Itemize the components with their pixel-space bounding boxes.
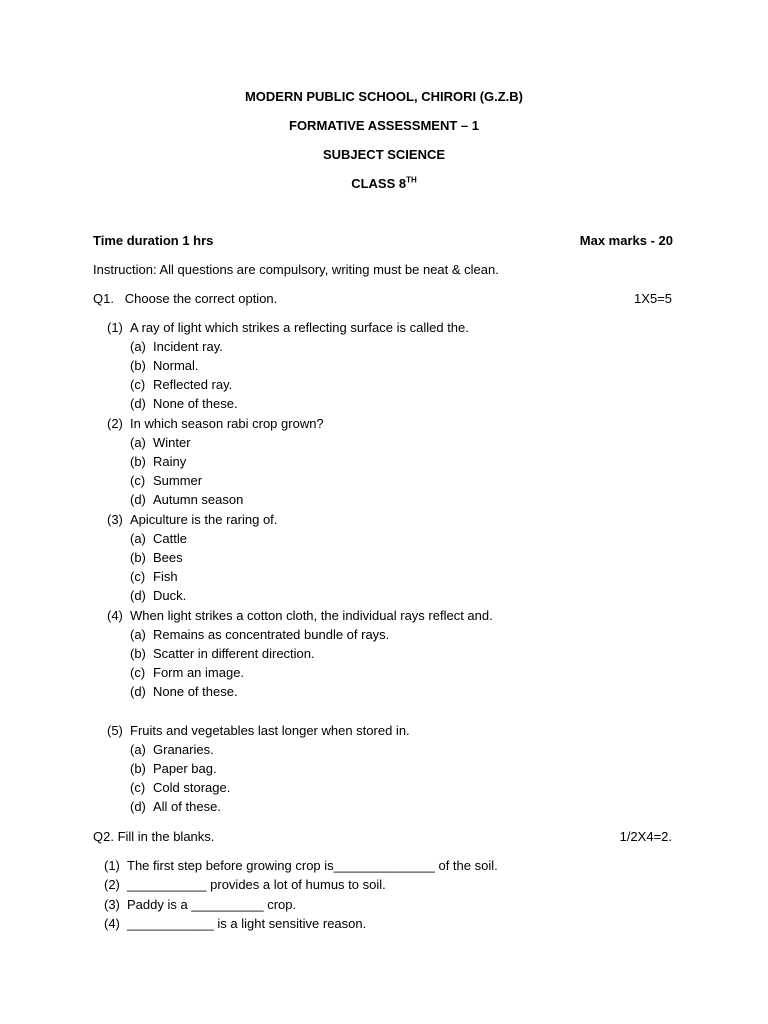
subject-text: SUBJECT SCIENCE [322, 147, 446, 162]
q1-1-option-d [130, 396, 238, 412]
q1-item-num: (5) [107, 723, 123, 738]
instruction: Instruction: All questions are compulsory, writing must be neat & clean. [93, 262, 499, 277]
q2-item-num: (1) [104, 858, 120, 873]
assessment-title: FORMATIVE ASSESSMENT – 1 [289, 118, 479, 133]
q2-item-text: Paddy is a __________ crop. [127, 897, 297, 912]
q2-title: Q2. Fill in the blanks. [93, 829, 215, 844]
option-label: (d) [130, 799, 146, 814]
option-label: (a) [130, 339, 146, 354]
q1-item-4 [107, 608, 493, 624]
option-text: Bees [153, 550, 183, 565]
option-label: (a) [130, 742, 146, 757]
school-name: MODERN PUBLIC SCHOOL, CHIRORI (G.Z.B) [244, 89, 524, 104]
q1-1-option-a [130, 339, 223, 355]
option-text: Reflected ray. [153, 377, 233, 392]
q1-5-option-d [130, 799, 221, 815]
option-label: (b) [130, 550, 146, 565]
option-text: Duck. [153, 588, 187, 603]
option-label: (d) [130, 492, 146, 507]
q1-4-option-a [130, 627, 389, 643]
q1-2-option-a [130, 435, 191, 451]
option-text: Normal. [153, 358, 199, 373]
q1-5-option-c [130, 780, 230, 796]
q1-title: Q1. Choose the correct option. [93, 291, 278, 306]
q1-4-option-d [130, 684, 238, 700]
q1-4-option-c [130, 665, 244, 681]
q2-item-num: (3) [104, 897, 120, 912]
q2-marks: 1/2X4=2. [619, 829, 672, 844]
q2-item-num: (4) [104, 916, 120, 931]
option-text: Cattle [153, 531, 187, 546]
q1-item-text: Fruits and vegetables last longer when stored in. [130, 723, 410, 738]
option-text: Remains as concentrated bundle of rays. [153, 627, 390, 642]
q1-item-5 [107, 723, 410, 739]
option-label: (a) [130, 627, 146, 642]
option-text: Rainy [153, 454, 187, 469]
q1-4-option-b [130, 646, 315, 662]
option-text: Form an image. [153, 665, 245, 680]
q2-item-4 [104, 916, 366, 932]
q1-3-option-d [130, 588, 186, 604]
class-title [0, 176, 768, 192]
q2-item-text: The first step before growing crop is______________ of the soil. [127, 858, 498, 873]
q1-2-option-c [130, 473, 202, 489]
q2-item-num: (2) [104, 877, 120, 892]
option-label: (c) [130, 569, 146, 584]
q1-item-text: When light strikes a cotton cloth, the individual rays reflect and. [130, 608, 493, 623]
q1-item-2 [107, 416, 324, 432]
q2-item-text: ____________ is a light sensitive reason. [127, 916, 367, 931]
q1-item-num: (3) [107, 512, 123, 527]
option-label: (c) [130, 780, 146, 795]
q1-1-option-c [130, 377, 232, 393]
class-superscript: TH [406, 175, 417, 185]
option-text: None of these. [153, 684, 238, 699]
q1-3-option-b [130, 550, 183, 566]
subject-title [0, 147, 768, 163]
q1-item-num: (4) [107, 608, 123, 623]
option-text: Scatter in different direction. [153, 646, 315, 661]
q2-item-1 [104, 858, 498, 874]
q1-marks: 1X5=5 [634, 291, 672, 306]
time-duration: Time duration 1 hrs [93, 233, 214, 248]
q2-item-3 [104, 897, 296, 913]
option-text: None of these. [153, 396, 238, 411]
q1-3-option-c [130, 569, 178, 585]
option-label: (d) [130, 588, 146, 603]
q1-item-1 [107, 320, 469, 336]
option-label: (b) [130, 358, 146, 373]
option-label: (c) [130, 377, 146, 392]
class-text: CLASS 8 [351, 176, 407, 191]
q1-2-option-b [130, 454, 186, 470]
option-label: (b) [130, 646, 146, 661]
q2-item-text: ___________ provides a lot of humus to soil. [127, 877, 386, 892]
q1-3-option-a [130, 531, 187, 547]
option-text: Cold storage. [153, 780, 231, 795]
option-text: Paper bag. [153, 761, 217, 776]
option-text: Summer [153, 473, 203, 488]
q1-5-option-a [130, 742, 214, 758]
option-text: Fish [153, 569, 178, 584]
option-label: (a) [130, 435, 146, 450]
option-label: (b) [130, 454, 146, 469]
option-text: Incident ray. [153, 339, 223, 354]
max-marks: Max marks - 20 [579, 233, 673, 248]
q1-item-3 [107, 512, 277, 528]
option-label: (d) [130, 396, 146, 411]
q1-item-num: (1) [107, 320, 123, 335]
q1-item-text: A ray of light which strikes a reflecting surface is called the. [130, 320, 469, 335]
option-text: Autumn season [153, 492, 244, 507]
option-label: (b) [130, 761, 146, 776]
option-label: (c) [130, 665, 146, 680]
q1-5-option-b [130, 761, 217, 777]
option-text: All of these. [153, 799, 221, 814]
option-text: Granaries. [153, 742, 214, 757]
q1-item-text: In which season rabi crop grown? [130, 416, 324, 431]
q2-item-2 [104, 877, 386, 893]
option-label: (d) [130, 684, 146, 699]
option-text: Winter [153, 435, 191, 450]
q1-item-num: (2) [107, 416, 123, 431]
q1-item-text: Apiculture is the raring of. [130, 512, 278, 527]
q1-2-option-d [130, 492, 243, 508]
option-label: (a) [130, 531, 146, 546]
q1-1-option-b [130, 358, 199, 374]
option-label: (c) [130, 473, 146, 488]
